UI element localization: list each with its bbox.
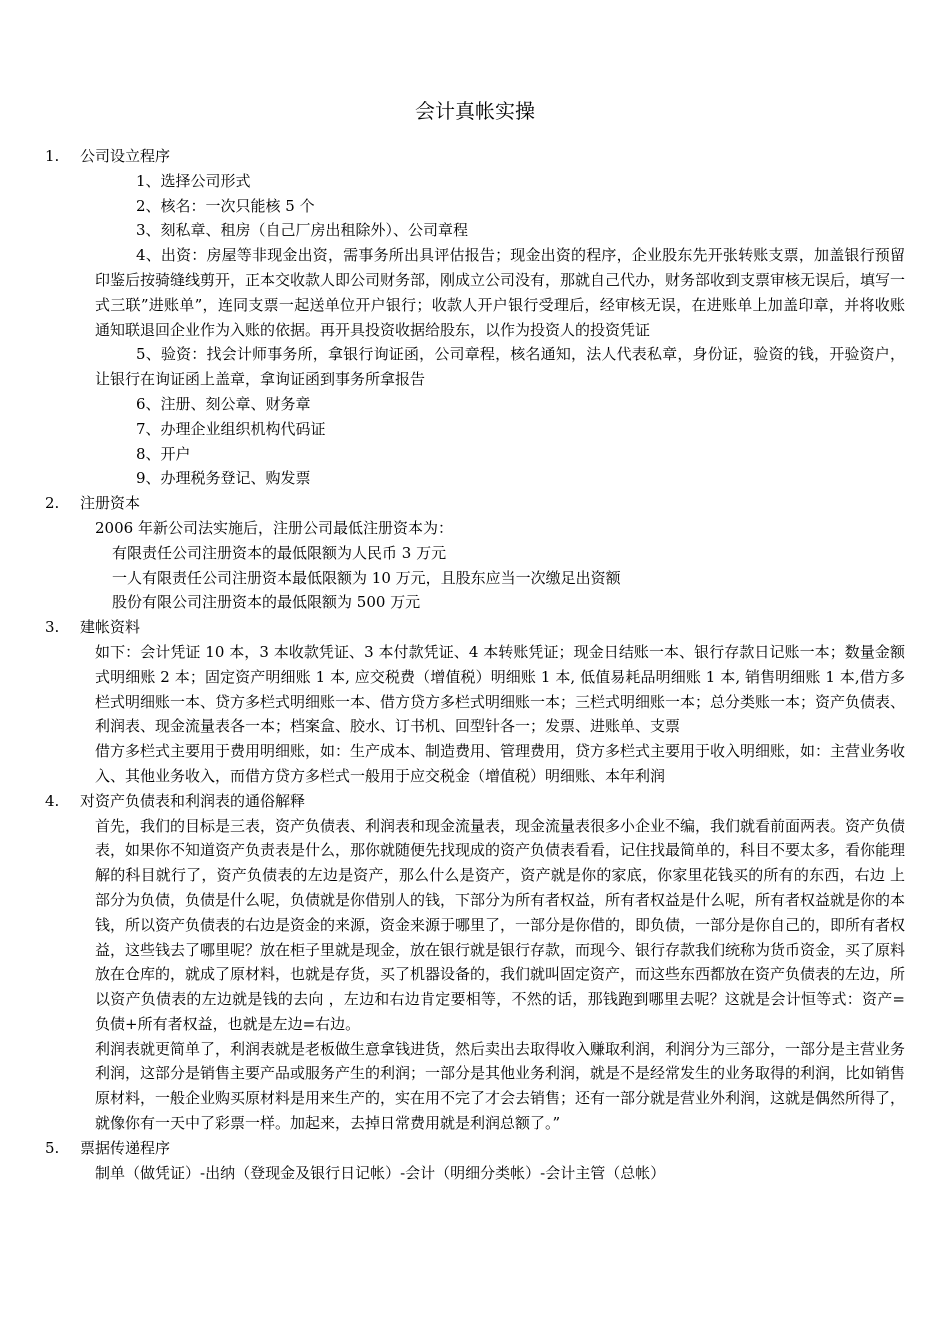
section-2-number: 2. [45, 494, 60, 513]
section-1-step: 2、核名：一次只能核 5 个 [136, 196, 315, 215]
section-5-line: 制单（做凭证）-出纳（登现金及银行日记帐）-会计（明细分类帐）-会计主管（总帐） [95, 1163, 666, 1182]
section-4-paragraph: 首先，我们的目标是三表，资产负债表、利润表和现金流量表，现金流量表很多小企业不编，我们就看前面两表。资产负债表，如果你不知道资产负责表是什么，那你就随便先找现成的资产负债表看看，记住找最简单的，科目不要太多，看你能理解的科目就行了，资产负债表的左边是资产，那么什么是资产，资产就是你的家底，你家里花钱买的所有的东西，右边 上部分为负债，负债是什么呢，负债就是你借别人的钱，下部分为所有者权益，所有者权益是什么呢，所有者权益就是你的本钱，所以资产负债表的右边是资金的来源，资金来源于哪里了，一部分是你借的，即负债，一部分是你自己的，即所有者权益，这些钱去了哪里呢？放在柜子里就是现金，放在银行就是银行存款，而现今、银行存款我们统称为货币资金，买了原料放在仓库的，就成了原材料，也就是存货，买了机器设备的，我们就叫固定资产，而这些东西都放在资产负债表的左边，所以资产负债表的左边就是钱的去向 ，左边和右边肯定要相等，不然的话，那钱跑到哪里去呢？这就是会计恒等式：资产=负债+所有者权益，也就是左边=右边。 [95, 816, 906, 1033]
section-1-step: 1、选择公司形式 [136, 171, 251, 190]
section-4-number: 4. [45, 791, 60, 810]
document-title: 会计真帐实操 [415, 99, 535, 123]
section-1-heading [0, 144, 950, 169]
section-5-heading [0, 1136, 950, 1161]
section-1-step-4: 4、出资：房屋等非现金出资，需事务所出具评估报告；现金出资的程序，企业股东先开张转账支票，加盖银行预留印鉴后按骑缝线剪开，正本交收款人即公司财务部，刚成立公司没有，那就自己代办，财务部收到支票审核无误后，填写一式三联”进账单”，连同支票一起送单位开户银行；收款人开户银行受理后，经审核无误，在进账单上加盖印章，并将收账通知联退回企业作为入账的依据。再开具投资收据给股东，以作为投资人的投资凭证 [95, 246, 906, 339]
section-1-step-5: 5、验资：找会计师事务所，拿银行询证函，公司章程，核名通知，法人代表私章，身份证，验资的钱，开验资户，让银行在询证函上盖章，拿询证函到事务所拿报告 [95, 345, 905, 389]
section-2-line: 股份有限公司注册资本的最低限额为 500 万元 [112, 593, 421, 612]
section-1-title: 公司设立程序 [80, 147, 171, 165]
section-4-paragraph: 利润表就更简单了，利润表就是老板做生意拿钱进货，然后卖出去取得收入赚取利润，利润分为三部分，一部分是主营业务利润，这部分是销售主要产品或服务产生的利润；一部分是其他业务利润，就是不是经常发生的业务取得的利润，比如销售原材料，一般企业购买原材料是用来生产的，实在用不完了才会去销售；还有一部分就是营业外利润，这就是偶然所得了，就像你有一天中了彩票一样。加起来，去掉日常费用就是利润总额了。” [95, 1039, 906, 1133]
section-1-number: 1. [45, 147, 60, 165]
section-3-paragraph: 借方多栏式主要用于费用明细账，如：生产成本、制造费用、管理费用，贷方多栏式主要用于收入明细账，如：主营业务收入、其他业务收入，而借方贷方多栏式一般用于应交税金（增值税）明细账、本年利润 [95, 742, 906, 785]
section-1-step: 7、办理企业组织机构代码证 [136, 419, 326, 438]
section-1-step: 9、办理税务登记、购发票 [136, 469, 311, 488]
section-3-paragraph: 如下：会计凭证 10 本，3 本收款凭证、3 本付款凭证、4 本转账凭证；现金日结账一本、银行存款日记账一本；数量金额式明细账 2 本；固定资产明细账 1 本, 应交税费（增值税）明细账 1 本, 低值易耗品明细账 1 本, 销售明细账 1 本,借方多栏式明细账一本、贷方多栏式明细账一本、借方贷方多栏式明细账一本；三栏式明细账一本；总分类账一本；资产负债表、利润表、现金流量表各一本；档案盒、胶水、订书机、回型针各一；发票、进账单、支票 [95, 642, 906, 736]
section-5-title: 票据传递程序 [80, 1138, 171, 1157]
section-3-title: 建帐资料 [80, 618, 141, 637]
section-2-line: 有限责任公司注册资本的最低限额为人民币 3 万元 [112, 543, 447, 562]
section-2-heading [0, 491, 950, 516]
section-1-step: 3、刻私章、租房（自己厂房出租除外）、公司章程 [136, 221, 469, 240]
section-2-title: 注册资本 [80, 494, 141, 513]
section-4-heading [0, 789, 950, 814]
section-4-title: 对资产负债表和利润表的通俗解释 [80, 791, 306, 810]
section-2-line: 一人有限责任公司注册资本最低限额为 10 万元，且股东应当一次缴足出资额 [112, 568, 621, 587]
section-5-number: 5. [45, 1138, 60, 1157]
section-3-number: 3. [45, 618, 60, 637]
section-1-step: 8、开户 [136, 444, 191, 463]
document-body [0, 144, 950, 1185]
section-2-intro: 2006 年新公司法实施后，注册公司最低注册资本为： [95, 518, 453, 537]
section-1-step: 6、注册、刻公章、财务章 [136, 394, 311, 413]
section-3-heading [0, 615, 950, 640]
